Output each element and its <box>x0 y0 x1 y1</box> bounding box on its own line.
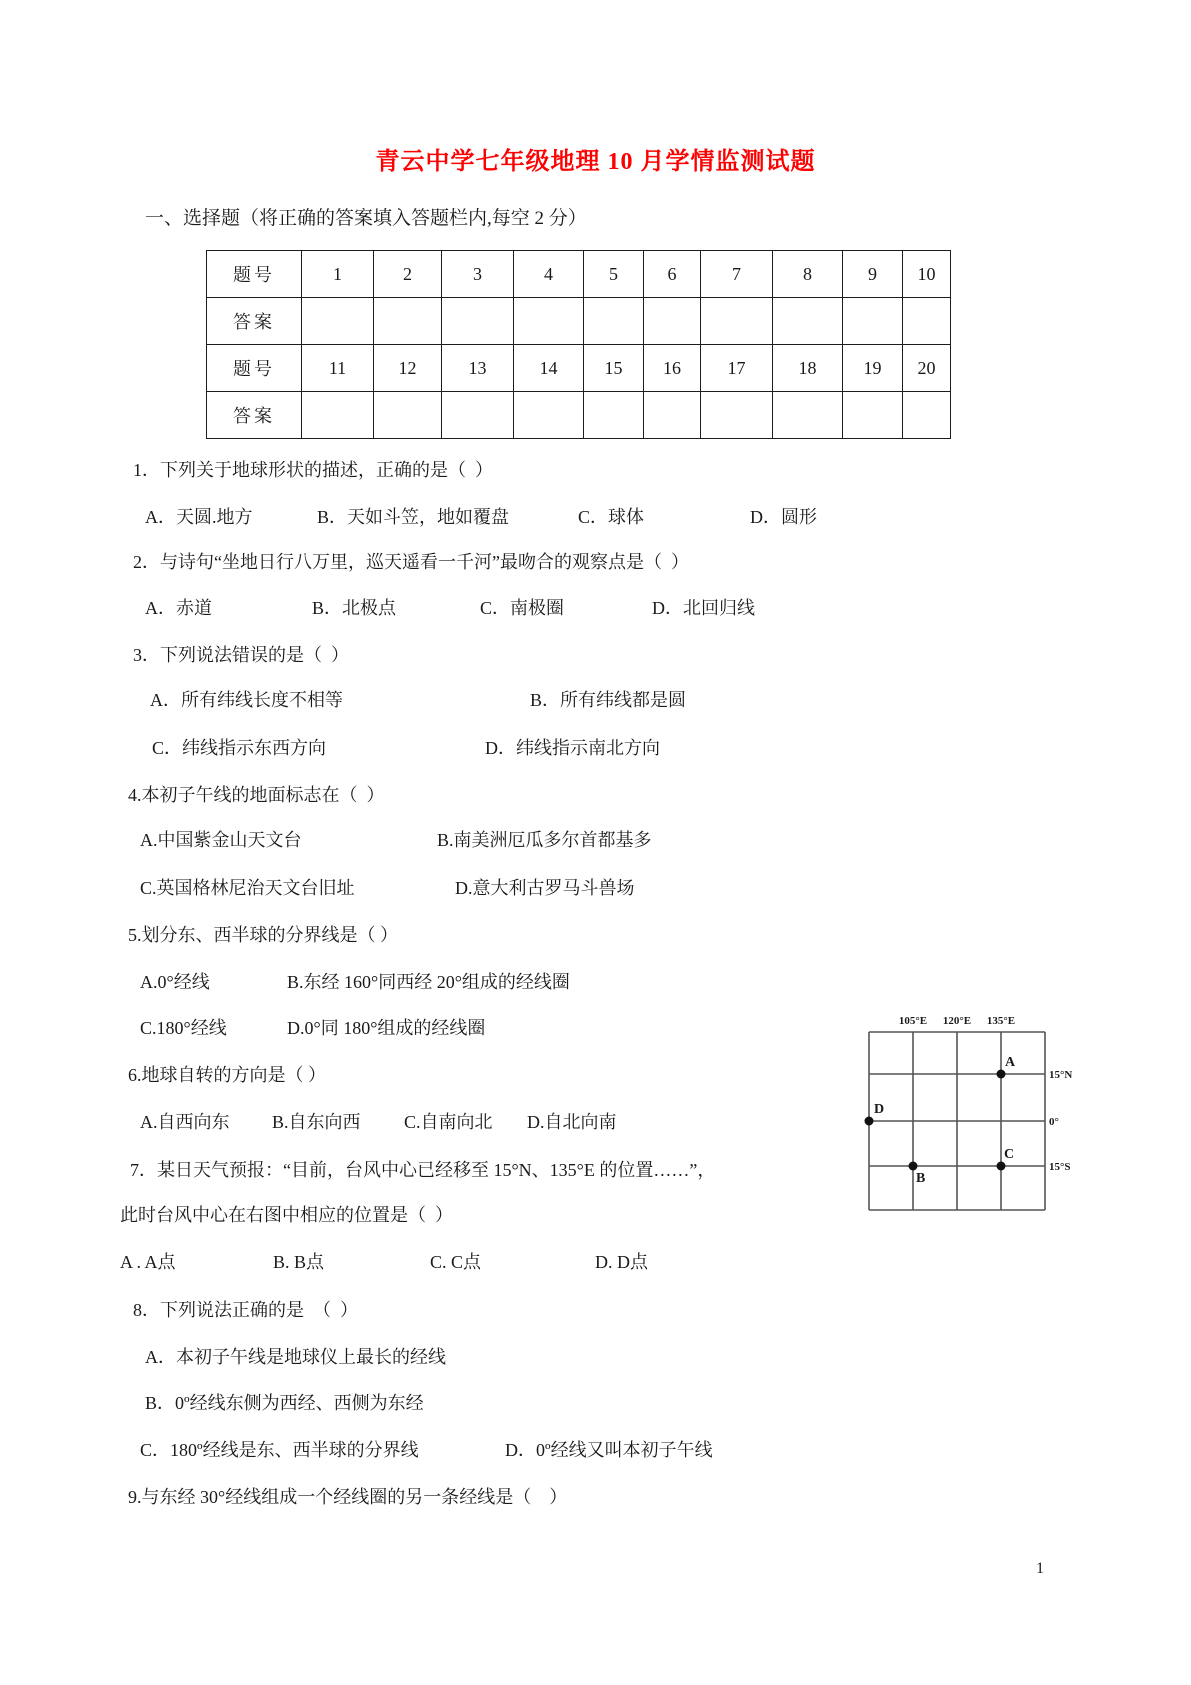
option-d: D.0°同 180°组成的经线圈 <box>287 1018 486 1038</box>
option-a: A．赤道 <box>145 598 212 618</box>
question-number-cell: 7 <box>701 251 773 298</box>
answer-cell <box>773 392 843 439</box>
longitude-label-105e: 105°E <box>898 1015 928 1027</box>
point-marker-b <box>909 1162 918 1171</box>
option-d: D．圆形 <box>750 507 817 527</box>
longitude-label-120e: 120°E <box>942 1015 972 1027</box>
option-b: B.自东向西 <box>272 1112 361 1132</box>
question-3-options-ab <box>150 688 686 713</box>
answer-cell <box>644 392 701 439</box>
option-d: D. D点 <box>595 1252 648 1272</box>
question-4-text: 4.本初子午线的地面标志在（ ） <box>128 785 385 805</box>
point-marker-a <box>997 1070 1006 1079</box>
answer-cell <box>374 392 442 439</box>
question-number-cell: 11 <box>302 345 374 392</box>
answer-cell <box>442 392 514 439</box>
question-9-text: 9.与东经 30°经线组成一个经线圈的另一条经线是（ ） <box>128 1487 568 1507</box>
question-1-options <box>145 505 817 530</box>
question-8-option-b: B．0º经线东侧为西经、西侧为东经 <box>145 1393 424 1413</box>
row-label: 题号 <box>207 345 302 392</box>
question-number-cell: 10 <box>903 251 951 298</box>
question-number-cell: 1 <box>302 251 374 298</box>
row-label: 答案 <box>207 298 302 345</box>
option-d: D．0º经线又叫本初子午线 <box>505 1440 713 1460</box>
answer-cell <box>514 298 584 345</box>
section-heading: 一、选择题（将正确的答案填入答题栏内,每空 2 分） <box>145 208 587 229</box>
answer-cell <box>584 392 644 439</box>
question-number-cell: 4 <box>514 251 584 298</box>
latitude-label-15n: 15°N <box>1049 1069 1073 1081</box>
question-number-cell: 20 <box>903 345 951 392</box>
option-a: A.0°经线 <box>140 972 210 992</box>
latitude-label-15s: 15°S <box>1049 1161 1071 1173</box>
option-b: B.南美洲厄瓜多尔首都基多 <box>437 830 652 850</box>
question-number-cell: 19 <box>843 345 903 392</box>
question-2-options <box>145 596 755 621</box>
row-label: 题号 <box>207 251 302 298</box>
table-row-answers-1-10 <box>207 298 951 345</box>
question-number-cell: 6 <box>644 251 701 298</box>
answer-cell <box>644 298 701 345</box>
point-label-b: B <box>916 1171 926 1186</box>
option-a: A.自西向东 <box>140 1112 230 1132</box>
question-5-text: 5.划分东、西半球的分界线是（ ） <box>128 925 398 945</box>
option-d: D．北回归线 <box>652 598 755 618</box>
point-marker-c <box>997 1162 1006 1171</box>
question-number-cell: 5 <box>584 251 644 298</box>
point-marker-d <box>865 1117 874 1126</box>
question-8-option-a: A．本初子午线是地球仪上最长的经线 <box>145 1347 446 1367</box>
table-row-question-numbers-1-10 <box>207 251 951 298</box>
option-c: C.英国格林尼治天文台旧址 <box>140 878 355 898</box>
option-d: D.自北向南 <box>527 1112 617 1132</box>
answer-table <box>206 250 951 439</box>
answer-cell <box>584 298 644 345</box>
option-d: D.意大利古罗马斗兽场 <box>455 878 635 898</box>
question-number-cell: 17 <box>701 345 773 392</box>
question-number-cell: 9 <box>843 251 903 298</box>
question-number-cell: 12 <box>374 345 442 392</box>
answer-cell <box>843 392 903 439</box>
option-a: A．天圆.地方 <box>145 507 253 527</box>
question-1-text: 1．下列关于地球形状的描述，正确的是（ ） <box>133 460 493 480</box>
option-a: A．所有纬线长度不相等 <box>150 690 343 710</box>
question-8-options-cd <box>140 1438 713 1463</box>
question-number-cell: 8 <box>773 251 843 298</box>
answer-cell <box>701 392 773 439</box>
row-label: 答案 <box>207 392 302 439</box>
exam-title: 青云中学七年级地理 10 月学情监测试题 <box>375 149 816 175</box>
option-b: B．所有纬线都是圆 <box>530 690 687 710</box>
option-c: C．南极圈 <box>480 598 565 618</box>
question-4-options-cd <box>140 876 635 901</box>
answer-cell <box>302 392 374 439</box>
option-a: A.中国紫金山天文台 <box>140 830 302 850</box>
option-c: C．球体 <box>578 507 645 527</box>
answer-cell <box>514 392 584 439</box>
longitude-label-135e: 135°E <box>986 1015 1016 1027</box>
option-c: C．纬线指示东西方向 <box>152 738 327 758</box>
option-b: B．天如斗笠，地如覆盘 <box>317 507 510 527</box>
answer-cell <box>701 298 773 345</box>
question-5-options-ab <box>140 970 570 995</box>
question-7-text-line1: 7．某日天气预报：“目前，台风中心已经移至 15°N、135°E 的位置……”， <box>130 1160 716 1180</box>
question-number-cell: 2 <box>374 251 442 298</box>
option-c: C. C点 <box>430 1252 482 1272</box>
option-b: B. B点 <box>273 1252 325 1272</box>
option-b: B．北极点 <box>312 598 397 618</box>
coordinate-grid-figure <box>849 1004 1089 1219</box>
option-c: C．180º经线是东、西半球的分界线 <box>140 1440 419 1460</box>
question-7-text-line2: 此时台风中心在右图中相应的位置是（ ） <box>120 1205 453 1225</box>
point-label-a: A <box>1005 1055 1016 1070</box>
option-b: B.东经 160°同西经 20°组成的经线圈 <box>287 972 570 992</box>
answer-cell <box>442 298 514 345</box>
question-number-cell: 3 <box>442 251 514 298</box>
question-5-options-cd <box>140 1016 485 1041</box>
table-row-answers-11-20 <box>207 392 951 439</box>
question-6-text: 6.地球自转的方向是（ ） <box>128 1065 326 1085</box>
question-number-cell: 15 <box>584 345 644 392</box>
question-6-options <box>140 1110 617 1135</box>
question-2-text: 2．与诗句“坐地日行八万里，巡天遥看一千河”最吻合的观察点是（ ） <box>133 552 689 572</box>
answer-cell <box>773 298 843 345</box>
table-row-question-numbers-11-20 <box>207 345 951 392</box>
option-c: C.180°经线 <box>140 1018 227 1038</box>
question-7-options <box>120 1250 648 1275</box>
answer-cell <box>843 298 903 345</box>
option-a: A . A点 <box>120 1252 176 1272</box>
question-3-options-cd <box>152 736 660 761</box>
answer-cell <box>374 298 442 345</box>
question-3-text: 3．下列说法错误的是（ ） <box>133 645 349 665</box>
option-c: C.自南向北 <box>404 1112 493 1132</box>
point-label-d: D <box>874 1102 885 1117</box>
question-number-cell: 13 <box>442 345 514 392</box>
answer-cell <box>903 392 951 439</box>
answer-cell <box>302 298 374 345</box>
question-number-cell: 16 <box>644 345 701 392</box>
option-d: D．纬线指示南北方向 <box>485 738 660 758</box>
answer-cell <box>903 298 951 345</box>
question-number-cell: 14 <box>514 345 584 392</box>
page-number: 1 <box>1036 1560 1044 1577</box>
question-number-cell: 18 <box>773 345 843 392</box>
question-8-text: 8．下列说法正确的是 （ ） <box>133 1300 358 1320</box>
question-4-options-ab <box>140 828 652 853</box>
latitude-label-0: 0° <box>1049 1116 1059 1128</box>
point-label-c: C <box>1004 1147 1015 1162</box>
